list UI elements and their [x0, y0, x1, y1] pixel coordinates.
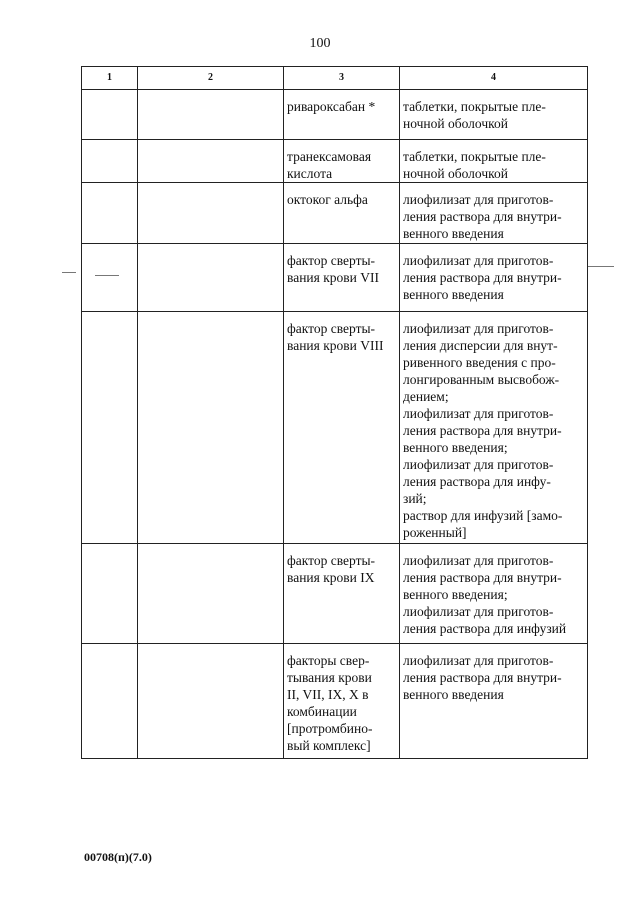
scan-artifact-left-2 — [95, 275, 119, 276]
cell-drug-name: транексамовая кислота — [284, 140, 400, 183]
cell-dosage-form: таблетки, покрытые пле- ночной оболочкой — [400, 90, 588, 140]
cell-drug-name: ривароксабан * — [284, 90, 400, 140]
cell-col-2 — [138, 312, 284, 544]
table-row — [82, 644, 588, 759]
table-row — [82, 544, 588, 644]
header-col-2: 2 — [138, 67, 284, 90]
cell-col-1 — [82, 544, 138, 644]
cell-dosage-form: лиофилизат для приготов- ления раствора для внутри- венного введения — [400, 644, 588, 759]
cell-drug-name: фактор сверты- вания крови VIII — [284, 312, 400, 544]
cell-col-2 — [138, 644, 284, 759]
scan-artifact-right — [588, 266, 614, 267]
table-row — [82, 312, 588, 544]
cell-dosage-form: лиофилизат для приготов- ления раствора для внутри- венного введения — [400, 244, 588, 312]
cell-col-1 — [82, 140, 138, 183]
drug-table — [81, 66, 588, 759]
cell-col-2 — [138, 183, 284, 244]
page-number: 100 — [309, 36, 331, 51]
table-row — [82, 90, 588, 140]
table-row — [82, 244, 588, 312]
cell-drug-name: фактор сверты- вания крови IX — [284, 544, 400, 644]
cell-col-1 — [82, 183, 138, 244]
header-col-3: 3 — [284, 67, 400, 90]
cell-dosage-form: лиофилизат для приготов- ления раствора для внутри- венного введения — [400, 183, 588, 244]
cell-col-2 — [138, 544, 284, 644]
cell-dosage-form: лиофилизат для приготов- ления дисперсии для внут- ривенного введения с про- лонгированным высвобож- дением; лиофилизат для приготов- ления раствора для внутри- венного введения; лиофилизат для приготов- ления раствора для инфу- зий; раствор для инфузий [замо- роженный] — [400, 312, 588, 544]
cell-dosage-form: лиофилизат для приготов- ления раствора для внутри- венного введения; лиофилизат для приготов- ления раствора для инфузий — [400, 544, 588, 644]
cell-drug-name: фактор сверты- вания крови VII — [284, 244, 400, 312]
table-row — [82, 183, 588, 244]
scan-artifact-left — [62, 272, 76, 273]
table-row — [82, 140, 588, 183]
cell-col-1 — [82, 644, 138, 759]
cell-col-1 — [82, 244, 138, 312]
document-code: 00708(п)(7.0) — [84, 850, 152, 864]
cell-col-1 — [82, 90, 138, 140]
header-col-1: 1 — [82, 67, 138, 90]
cell-col-2 — [138, 244, 284, 312]
header-col-4: 4 — [400, 67, 588, 90]
cell-col-1 — [82, 312, 138, 544]
cell-col-2 — [138, 140, 284, 183]
cell-drug-name: факторы свер- тывания крови II, VII, IX, X в комбинации [протромбино- вый комплекс] — [284, 644, 400, 759]
cell-col-2 — [138, 90, 284, 140]
cell-dosage-form: таблетки, покрытые пле- ночной оболочкой — [400, 140, 588, 183]
table-header-row — [82, 67, 588, 90]
cell-drug-name: октоког альфа — [284, 183, 400, 244]
